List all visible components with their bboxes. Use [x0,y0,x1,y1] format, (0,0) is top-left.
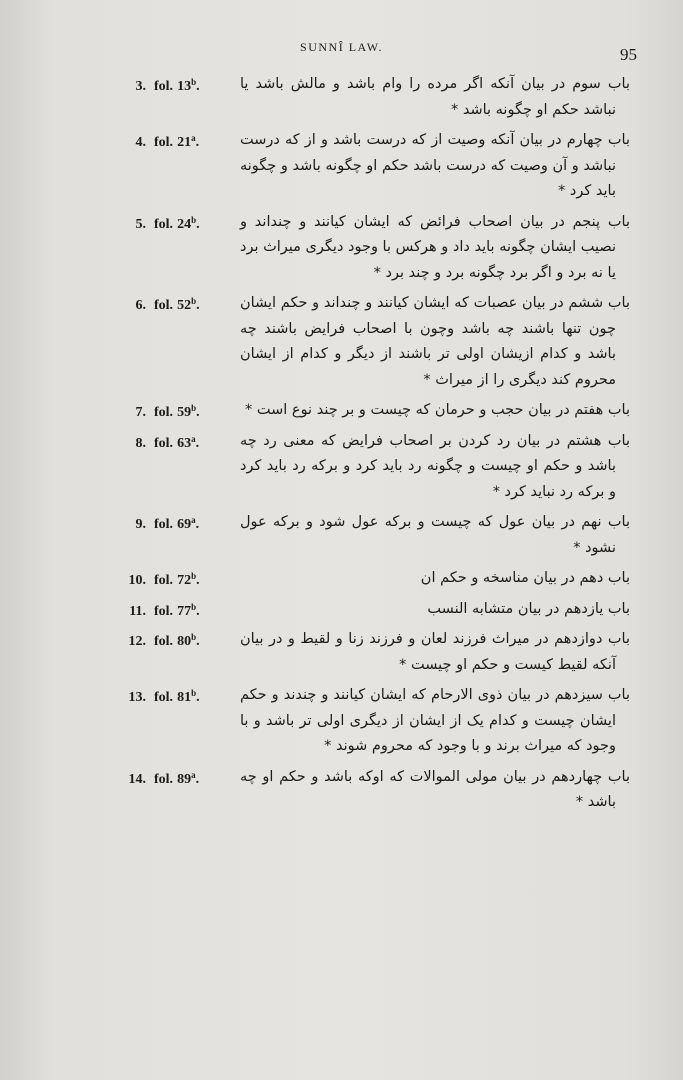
folio-reference: 10. fol. 72$^b$. [110,571,235,589]
chapter-number: 11. [129,603,146,619]
folio-side: b [191,214,197,225]
folio-side: a [191,769,196,780]
folio-label: fol. [154,771,174,787]
folio-reference: 4. fol. 21$^a$. [110,133,235,151]
folio-side: a [191,515,196,525]
folio-leaf: 80 [177,634,192,649]
folio-label: fol. [154,216,174,232]
folio-side: b [191,296,197,306]
folio-reference: 5. fol. 24$^b$. [110,215,235,233]
folio-side: b [191,403,197,413]
folio-leaf: 69 [177,517,192,532]
chapter-entry [110,398,630,424]
chapter-title: باب چهاردهم در بیان مولی الموالات که اوکه باشد و حکم او چه باشد * [240,768,630,810]
chapter-entry [110,510,630,561]
folio-leaf: 52 [177,298,192,313]
chapter-title: باب دوازدهم در میراث فرزند لعان و فرزند زنا و لقیط و در بیان آنکه لقیط کیست و حکم او چیست * [240,631,630,673]
folio-leaf: 24 [177,216,192,232]
chapter-title: باب سوم در بیان آنکه اگر مرده را وام باشد و مالش باشد یا نباشد حکم او چگونه باشد * [240,76,630,118]
chapter-entry [110,765,630,816]
chapter-title: باب دهم در بیان مناسخه و حکم ان [420,570,630,586]
folio-reference: 6. fol. 52$^b$. [110,296,235,314]
folio-leaf: 13 [177,79,192,94]
chapter-entry [110,210,630,287]
chapter-entry [110,627,630,678]
folio-leaf: 21 [177,135,192,150]
chapter-list [110,72,630,821]
chapter-title: باب پنجم در بیان اصحاب فرائض که ایشان کیانند و چنداند و نصیب ایشان چگونه باید داد و هرکس با وجود دیگری میراث برد یا نه برد و اگر برد چگونه برد و چند برد * [240,213,630,281]
folio-side: b [191,601,197,612]
chapter-entry [110,291,630,393]
chapter-number: 10. [128,573,146,588]
running-head: SUNNÎ LAW. [300,40,383,54]
chapter-number: 14. [128,771,146,787]
chapter-number: 12. [128,634,146,649]
folio-label: fol. [154,405,174,420]
chapter-entry [110,566,630,592]
folio-reference: 8. fol. 63$^a$. [110,434,235,452]
folio-reference: 11. fol. 77$^b$. [110,602,235,620]
chapter-entry [110,72,630,123]
chapter-entry [110,597,630,623]
chapter-title: باب چهارم در بیان آنکه وصیت از که درست باشد و از که درست نباشد و آن وصیت که درست باشد حکم او چگونه باشد و چگونه باید کرد * [240,132,630,199]
folio-reference: 12. fol. 80$^b$. [110,632,235,650]
chapter-number: 5. [135,216,146,232]
chapter-title: باب سیزدهم در بیان ذوی الارحام که ایشان کیانند و چندند و حکم ایشان چیست و کدام یک از ایشان از دیگری اولی تر باشد و با وجود که میراث برند و با وجود که محروم شوند * [240,687,630,754]
chapter-number: 7. [135,405,146,420]
folio-label: fol. [154,603,174,619]
folio-reference: 9. fol. 69$^a$. [110,515,235,533]
folio-reference: 14. fol. 89$^a$. [110,770,235,788]
chapter-entry [110,683,630,760]
chapter-number: 9. [135,517,146,532]
folio-label: fol. [154,517,174,532]
folio-side: b [191,688,197,698]
page-number: 95 [620,45,637,64]
chapter-number: 8. [135,435,146,451]
chapter-title: باب هشتم در بیان رد کردن بر اصحاب فرایض که معنی رد چه باشد و حکم او چیست و چگونه رد باید کرد و برکه رد باید کرد و برکه رد نباید کرد * [240,432,630,500]
chapter-entry [110,128,630,205]
folio-label: fol. [154,135,174,150]
folio-leaf: 81 [177,690,192,705]
folio-leaf: 63 [177,435,192,451]
folio-reference: 13. fol. 81$^b$. [110,688,235,706]
chapter-number: 6. [135,298,146,313]
folio-reference: 3. fol. 13$^b$. [110,77,235,95]
folio-leaf: 89 [177,771,192,787]
folio-label: fol. [154,79,174,94]
folio-side: b [191,77,197,87]
folio-label: fol. [154,435,174,451]
chapter-number: 4. [135,135,146,150]
chapter-entry [110,429,630,506]
folio-side: b [191,571,197,581]
chapter-number: 3. [135,79,146,94]
folio-leaf: 59 [177,405,192,420]
folio-leaf: 72 [177,573,192,588]
folio-label: fol. [154,690,174,705]
folio-side: a [191,133,196,143]
chapter-title: باب نهم در بیان عول که چیست و برکه عول شود و برکه عول نشود * [240,514,630,556]
chapter-title: باب ششم در بیان عصبات که ایشان کیانند و چنداند و حکم ایشان چون تنها باشند چه باشد وچون با اصحاب فرایض باشند چه باشد و کدام ازیشان اولی تر باشند از دیگر و کدام از ایشان محروم کند دیگری را از میراث * [240,295,630,388]
chapter-title: باب هفتم در بیان حجب و حرمان که چیست و بر چند نوع است * [245,402,630,418]
chapter-title: باب یازدهم در بیان متشابه النسب [427,600,630,617]
folio-side: b [191,632,197,642]
folio-reference: 7. fol. 59$^b$. [110,403,235,421]
folio-label: fol. [154,634,174,649]
folio-side: a [191,433,196,444]
chapter-number: 13. [128,690,146,705]
folio-leaf: 77 [177,603,192,619]
folio-label: fol. [154,573,174,588]
folio-label: fol. [154,298,174,313]
